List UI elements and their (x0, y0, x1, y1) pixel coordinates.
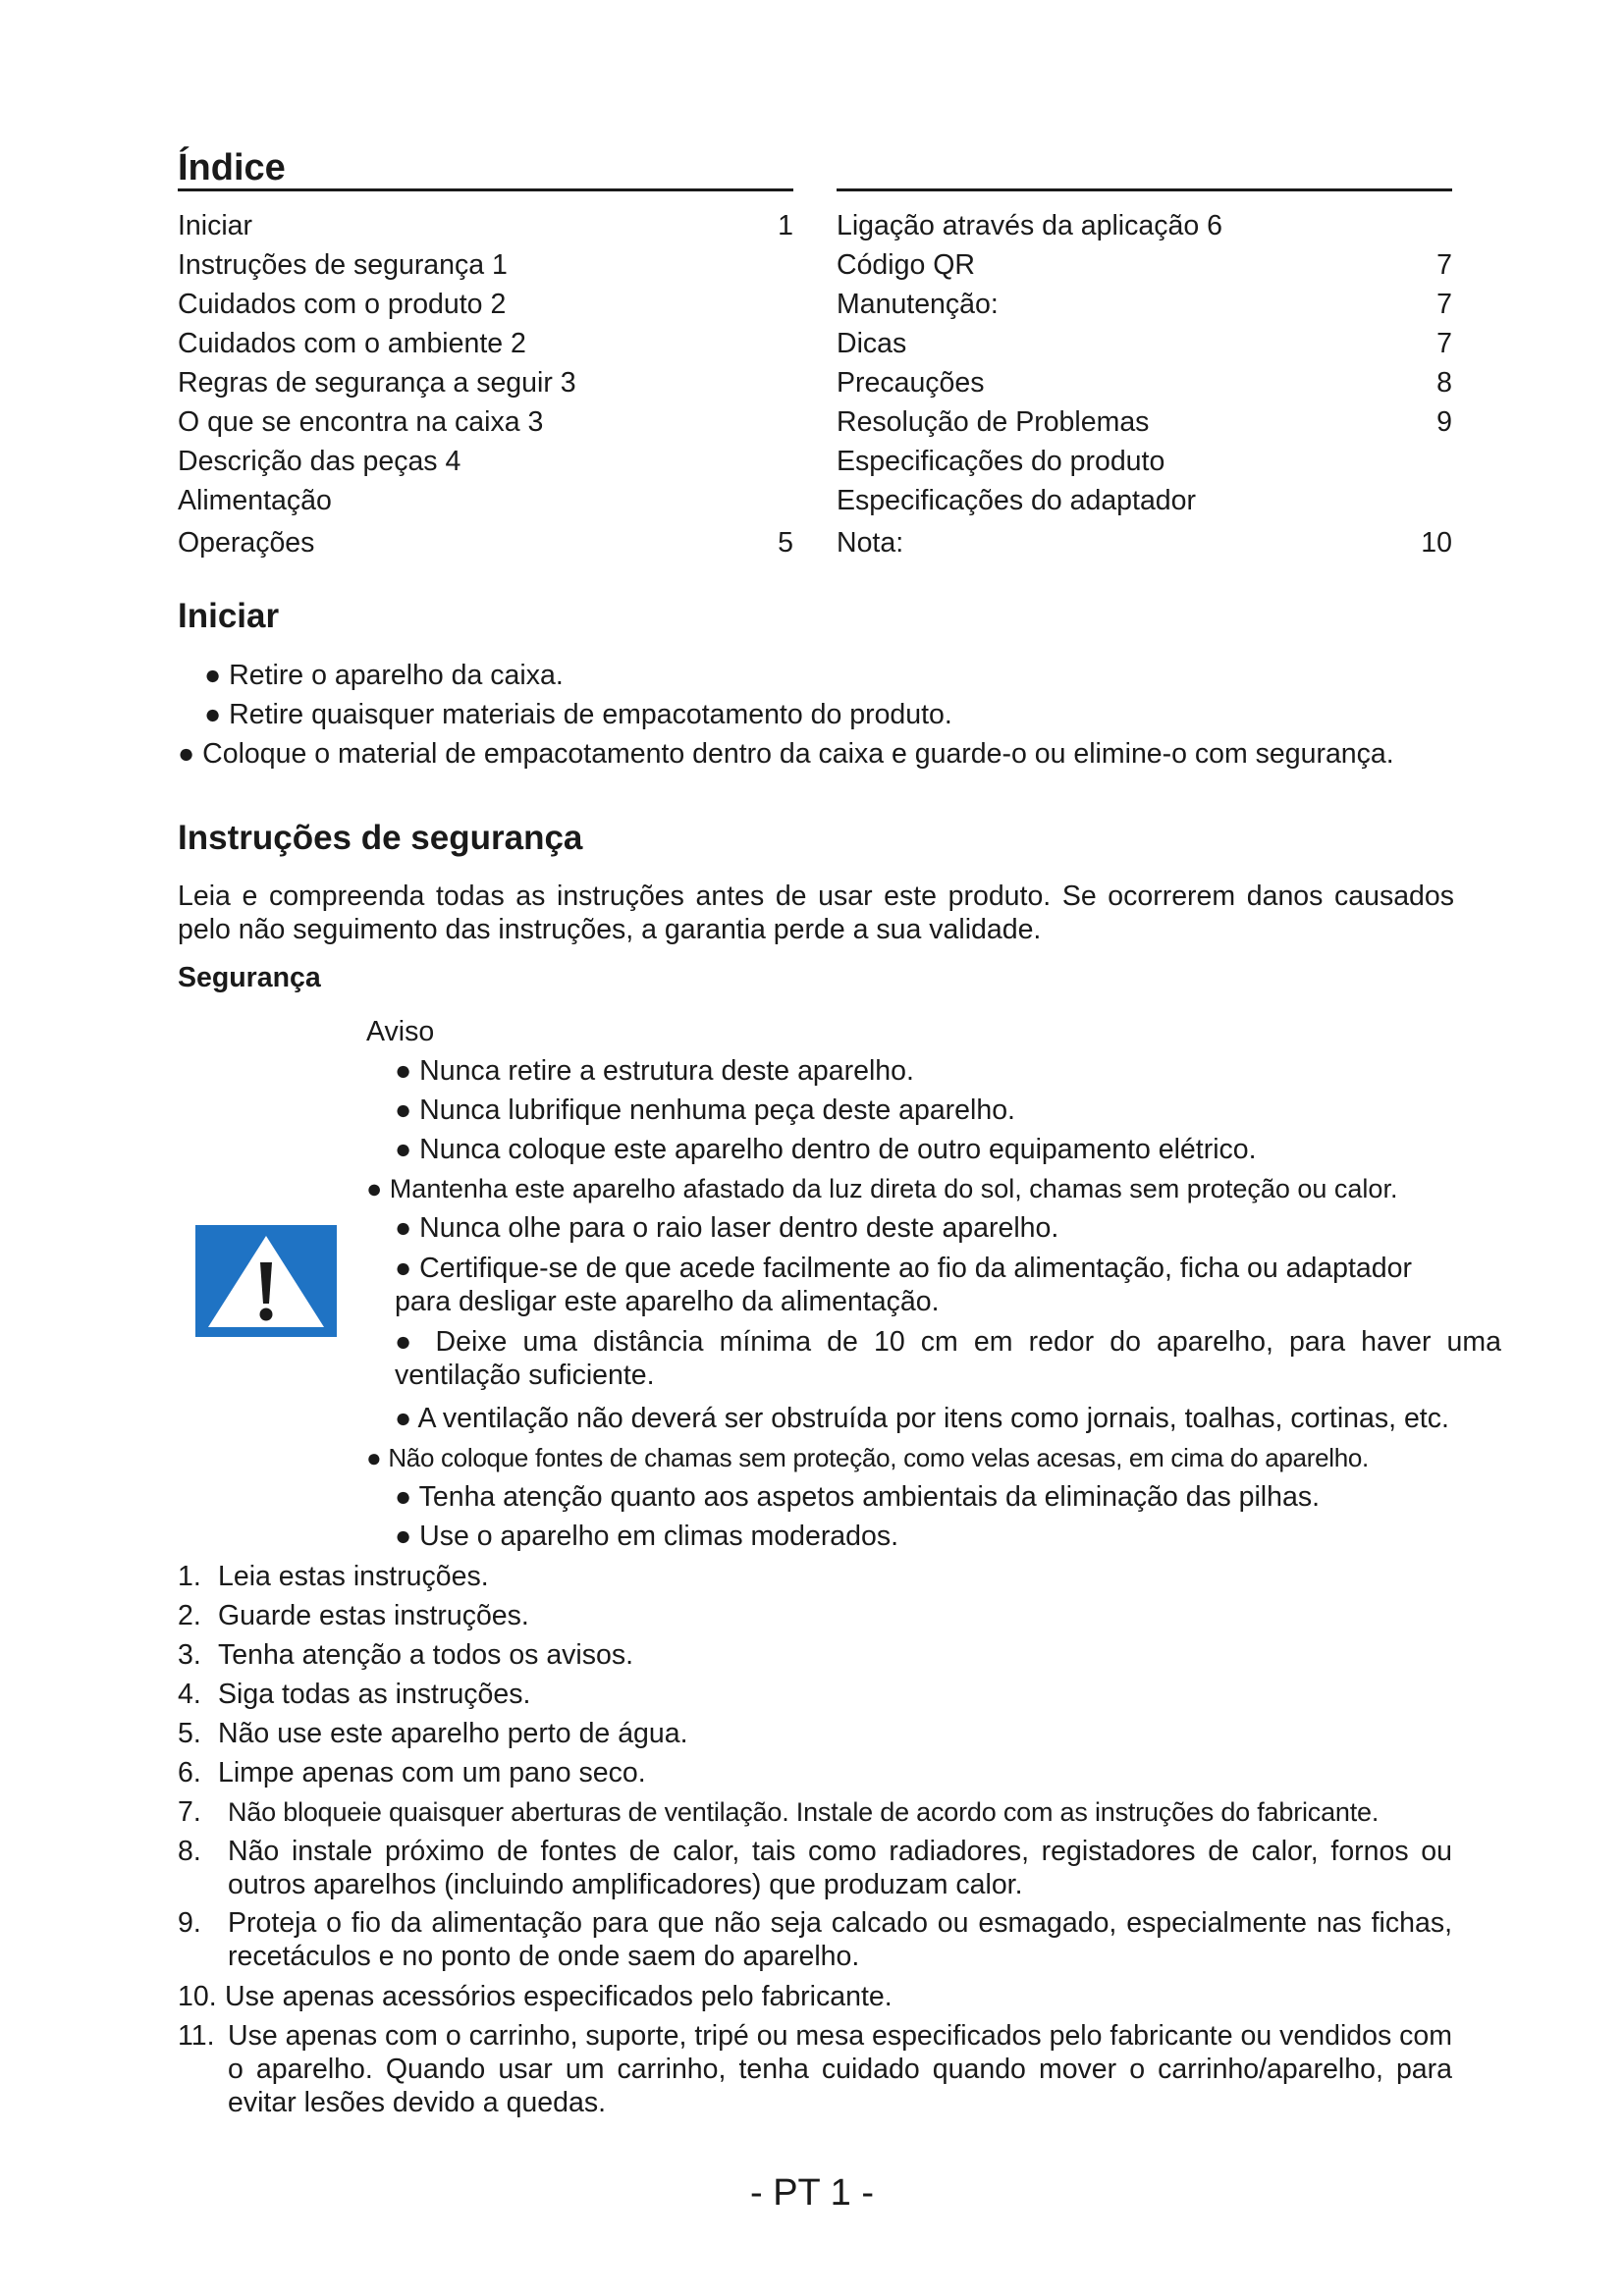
toc-entry[interactable]: Cuidados com o produto 2 (178, 289, 507, 320)
list-item: 6. Limpe apenas com um pano seco. (178, 1757, 646, 1789)
toc-entry[interactable]: Resolução de Problemas 9 (837, 406, 1452, 438)
warning-item: ● Deixe uma distância mínima de 10 cm em redor do aparelho, para haver uma ventilação suficiente. (395, 1326, 1501, 1391)
list-item: 9. Proteja o fio da alimentação para que não seja calcado ou esmagado, especialmente nas fichas, recetáculos e no ponto de onde saem do aparelho. (178, 1907, 1452, 1972)
safety-subtitle: Segurança (178, 962, 321, 993)
bullet-item: ● Coloque o material de empacotamento dentro da caixa e guarde-o ou elimine-o com segurança. (178, 738, 1394, 770)
toc-entry[interactable]: Regras de segurança a seguir 3 (178, 367, 576, 399)
warning-item: ● Tenha atenção quanto aos aspetos ambientais da eliminação das pilhas. (395, 1481, 1320, 1513)
list-item: 10. Use apenas acessórios especificados pelo fabricante. (178, 1981, 893, 2012)
warning-item: ● Nunca coloque este aparelho dentro de outro equipamento elétrico. (395, 1134, 1257, 1165)
list-item: 4. Siga todas as instruções. (178, 1679, 531, 1710)
list-item: 3. Tenha atenção a todos os avisos. (178, 1639, 634, 1671)
toc-left-column (178, 206, 793, 563)
warning-item: ● Nunca retire a estrutura deste aparelho. (395, 1055, 914, 1087)
list-item: 1. Leia estas instruções. (178, 1561, 489, 1592)
toc-entry[interactable]: Especificações do adaptador (837, 485, 1196, 516)
section-title-safety: Instruções de segurança (178, 819, 583, 857)
toc-entry[interactable]: Precauções 8 (837, 367, 1452, 399)
warning-item: ● Mantenha este aparelho afastado da luz direta do sol, chamas sem proteção ou calor. (366, 1174, 1398, 1203)
toc-rule-right (837, 188, 1452, 191)
toc-entry[interactable]: O que se encontra na caixa 3 (178, 406, 544, 438)
warning-label: Aviso (366, 1016, 435, 1047)
toc-entry[interactable]: Iniciar 1 (178, 210, 793, 241)
bullet-item: ● Retire quaisquer materiais de empacotamento do produto. (204, 699, 952, 730)
toc-entry[interactable]: Especificações do produto (837, 446, 1165, 477)
warning-item: ● Não coloque fontes de chamas sem proteção, como velas acesas, em cima do aparelho. (366, 1443, 1369, 1472)
list-item: 7. Não bloqueie quaisquer aberturas de ventilação. Instale de acordo com as instruções do fabricante. (178, 1796, 1380, 1828)
list-item: 11. Use apenas com o carrinho, suporte, tripé ou mesa especificados pelo fabricante ou vendidos com o aparelho. Quando usar um carrinho, tenha cuidado quando mover o carrinho/aparelho, para evitar lesões devido a quedas. (178, 2020, 1452, 2118)
list-item: 2. Guarde estas instruções. (178, 1600, 529, 1631)
toc-entry[interactable]: Alimentação (178, 485, 332, 516)
warning-item: ● Nunca olhe para o raio laser dentro deste aparelho. (395, 1212, 1059, 1244)
toc-entry[interactable]: Código QR 7 (837, 249, 1452, 281)
safety-intro: Leia e compreenda todas as instruções antes de usar este produto. Se ocorrerem danos causados pelo não seguimento das instruções, a garantia perde a sua validade. (178, 881, 1454, 945)
list-item: 8. Não instale próximo de fontes de calor, tais como radiadores, registadores de calor, fornos ou outros aparelhos (incluindo amplificadores) que produzam calor. (178, 1836, 1452, 1900)
toc-entry[interactable]: Instruções de segurança 1 (178, 249, 508, 281)
toc-entry[interactable]: Nota: 10 (837, 527, 1452, 559)
list-item: 5. Não use este aparelho perto de água. (178, 1718, 688, 1749)
bullet-item: ● Retire o aparelho da caixa. (204, 660, 564, 691)
warning-triangle-icon (195, 1225, 337, 1337)
toc-entry[interactable]: Operações 5 (178, 527, 793, 559)
toc-rule-left (178, 188, 793, 191)
section-title-iniciar: Iniciar (178, 597, 280, 635)
warning-item: ● Nunca lubrifique nenhuma peça deste aparelho. (395, 1095, 1015, 1126)
warning-item: ● Use o aparelho em climas moderados. (395, 1521, 899, 1552)
toc-right-column (837, 206, 1452, 563)
page-number: - PT 1 - (750, 2172, 874, 2214)
toc-entry[interactable]: Manutenção: 7 (837, 289, 1452, 320)
warning-item: ● A ventilação não deverá ser obstruída por itens como jornais, toalhas, cortinas, etc. (395, 1403, 1449, 1434)
toc-entry[interactable]: Descrição das peças 4 (178, 446, 461, 477)
toc-entry[interactable]: Cuidados com o ambiente 2 (178, 328, 526, 359)
toc-entry[interactable]: Ligação através da aplicação 6 (837, 210, 1222, 241)
toc-entry[interactable]: Dicas 7 (837, 328, 1452, 359)
warning-item: ● Certifique-se de que acede facilmente ao fio da alimentação, ficha ou adaptador para desligar este aparelho da alimentação. (395, 1253, 1412, 1317)
toc-title: Índice (178, 147, 286, 188)
